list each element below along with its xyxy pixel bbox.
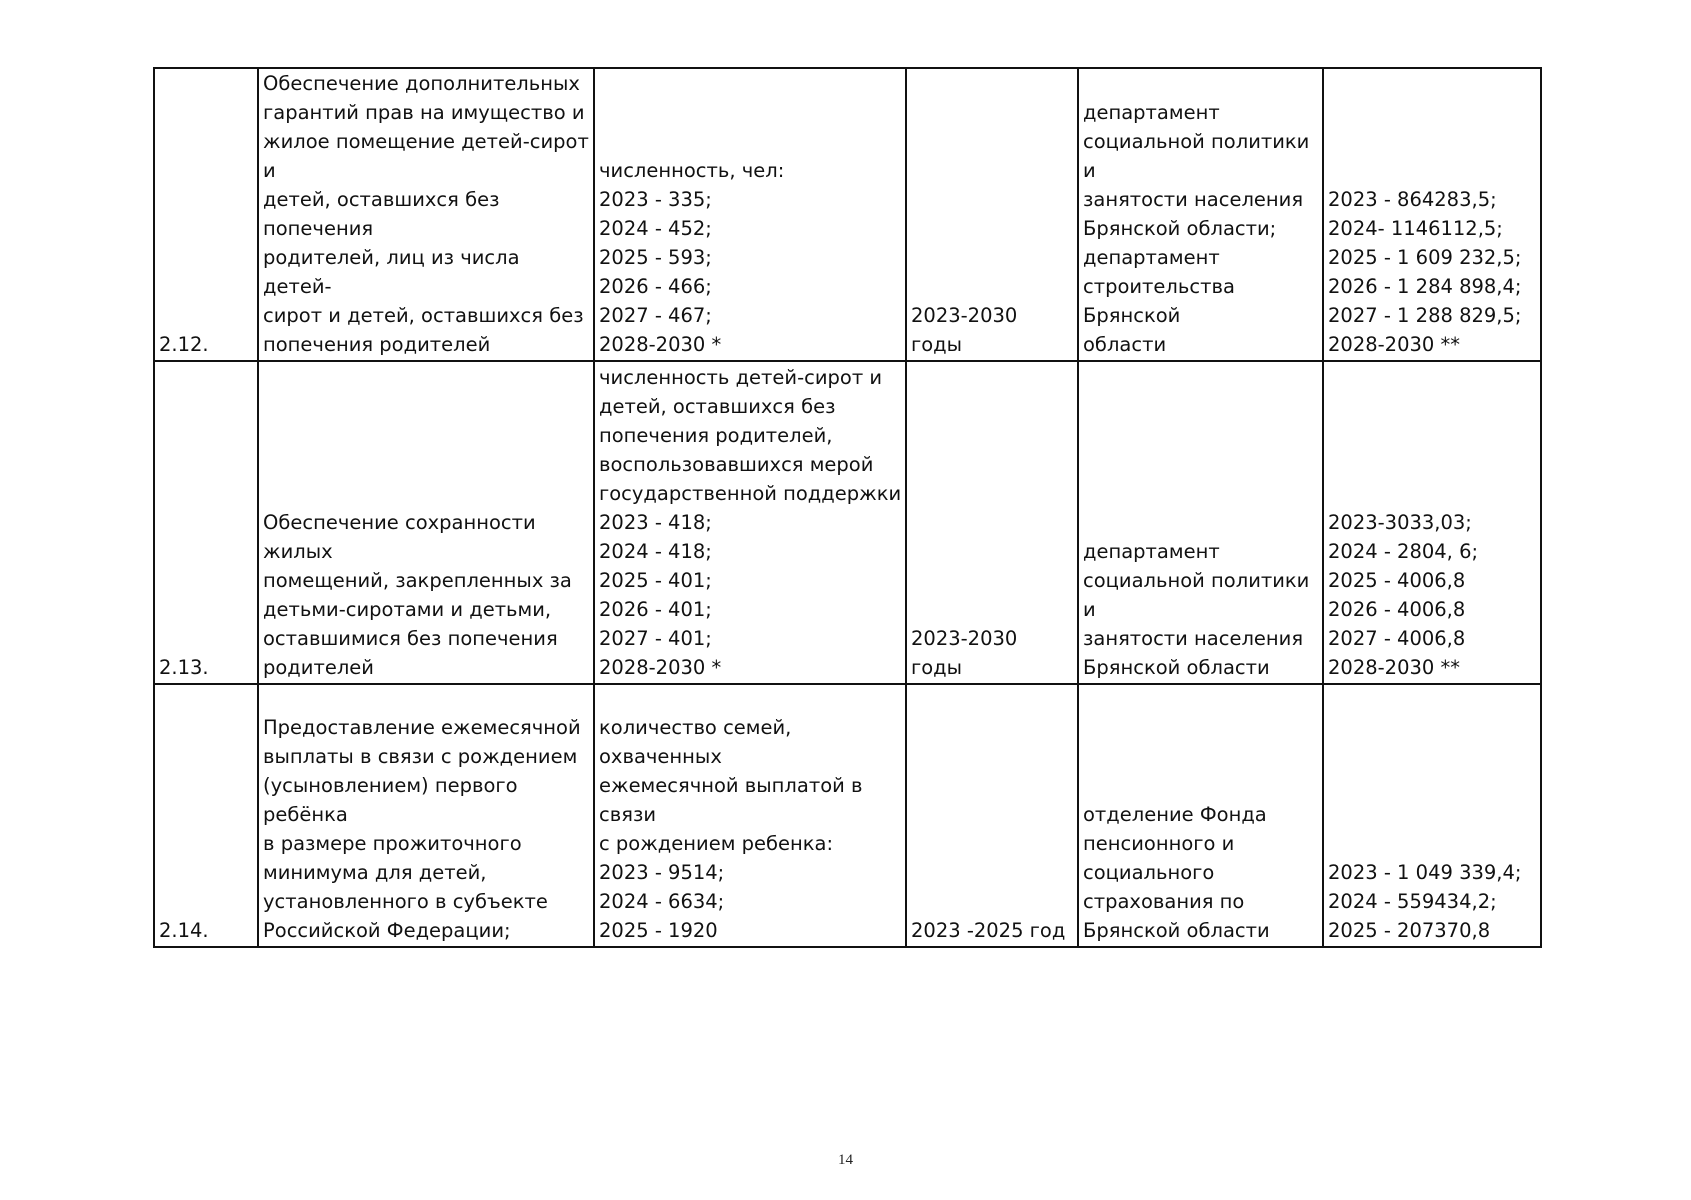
table-row xyxy=(154,361,1541,684)
executor-cell: отделение Фонда пенсионного и социального страхования по Брянской области xyxy=(1078,684,1323,947)
row-number-cell: 2.13. xyxy=(154,361,258,684)
period-cell: 2023 -2025 год xyxy=(906,684,1078,947)
table-row xyxy=(154,68,1541,361)
indicator-cell: численность, чел: 2023 - 335; 2024 - 452; 2025 - 593; 2026 - 466; 2027 - 467; 2028-2030 * xyxy=(594,68,906,361)
funding-cell: 2023 - 1 049 339,4; 2024 - 559434,2; 2025 - 207370,8 xyxy=(1323,684,1541,947)
page-number: 14 xyxy=(838,1152,853,1168)
activity-cell: Предоставление ежемесячной выплаты в связи с рождением (усыновлением) первого ребёнка в размере прожиточного минимума для детей, установленного в субъекте Российской Федерации; xyxy=(258,684,594,947)
program-activities-table xyxy=(153,67,1542,948)
activity-cell: Обеспечение сохранности жилых помещений, закрепленных за детьми-сиротами и детьми, оставшимися без попечения родителей xyxy=(258,361,594,684)
row-number-cell: 2.12. xyxy=(154,68,258,361)
period-cell: 2023-2030 годы xyxy=(906,361,1078,684)
funding-cell: 2023 - 864283,5; 2024- 1146112,5; 2025 - 1 609 232,5; 2026 - 1 284 898,4; 2027 - 1 288 829,5; 2028-2030 ** xyxy=(1323,68,1541,361)
funding-cell: 2023-3033,03; 2024 - 2804, 6; 2025 - 4006,8 2026 - 4006,8 2027 - 4006,8 2028-2030 ** xyxy=(1323,361,1541,684)
executor-cell: департамент социальной политики и занятости населения Брянской области xyxy=(1078,361,1323,684)
indicator-cell: численность детей-сирот и детей, оставшихся без попечения родителей, воспользовавшихся мерой государственной поддержки 2023 - 418; 2024 - 418; 2025 - 401; 2026 - 401; 2027 - 401; 2028-2030 * xyxy=(594,361,906,684)
indicator-cell: количество семей, охваченных ежемесячной выплатой в связи с рождением ребенка: 2023 - 9514; 2024 - 6634; 2025 - 1920 xyxy=(594,684,906,947)
table-row xyxy=(154,684,1541,947)
executor-cell: департамент социальной политики и занятости населения Брянской области; департамент строительства Брянской области xyxy=(1078,68,1323,361)
row-number-cell: 2.14. xyxy=(154,684,258,947)
period-cell: 2023-2030 годы xyxy=(906,68,1078,361)
activity-cell: Обеспечение дополнительных гарантий прав на имущество и жилое помещение детей-сирот и детей, оставшихся без попечения родителей, лиц из числа детей- сирот и детей, оставшихся без попечения родителей xyxy=(258,68,594,361)
